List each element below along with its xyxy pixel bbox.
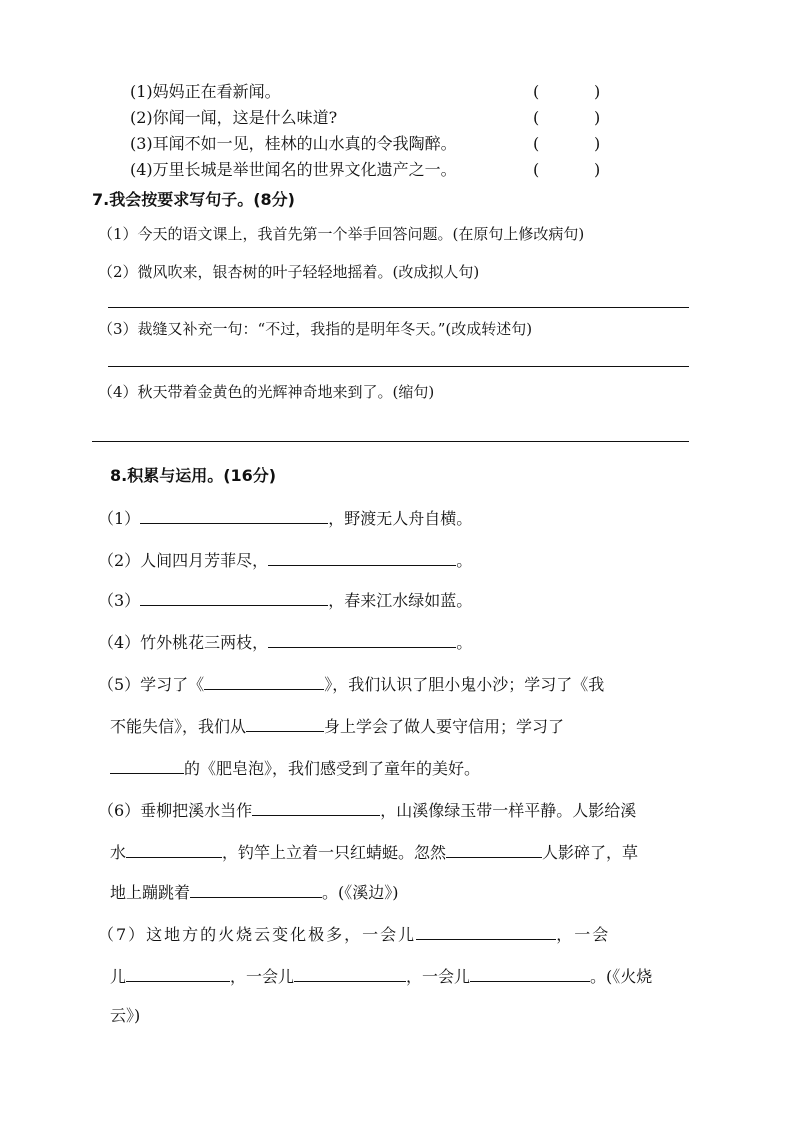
q7-title: 7.我会按要求写句子。(8分) <box>92 190 295 209</box>
q8-item-3-after: ，春来江水绿如蓝。 <box>328 591 473 610</box>
q6-item-1: (1)妈妈正在看新闻。 <box>130 82 281 101</box>
q8-item-7-f: 。(《火烧 <box>590 967 653 986</box>
q8-item-5-b: 》，我们认识了胆小鬼小沙；学习了《我 <box>324 675 605 694</box>
blank-q8-2[interactable] <box>268 550 456 566</box>
answer-line-q7-4[interactable] <box>92 441 689 442</box>
q8-item-6-line-1 <box>98 800 636 821</box>
answer-paren-close-3: ) <box>594 134 601 153</box>
blank-q8-3[interactable] <box>140 590 328 606</box>
q8-item-7-b: ，一会 <box>556 925 611 944</box>
q8-item-5-line-3 <box>110 758 480 779</box>
q8-item-7-line-1 <box>98 924 610 945</box>
blank-q8-5-2[interactable] <box>246 716 324 732</box>
q7-item-3: （3）裁缝又补充一句：“不过，我指的是明年冬天。”(改成转述句) <box>98 320 533 338</box>
answer-paren-close-4: ) <box>594 160 601 179</box>
blank-q8-7-3[interactable] <box>294 966 406 982</box>
q8-item-6-c: 水 <box>110 843 127 862</box>
answer-line-q7-3[interactable] <box>108 366 689 367</box>
answer-paren-close-1: ) <box>594 82 601 101</box>
q8-item-6-line-3 <box>110 882 399 903</box>
q7-item-4: （4）秋天带着金黄色的光辉神奇地来到了。(缩句) <box>98 383 435 401</box>
q6-item-3: (3)耳闻不如一见，桂林的山水真的令我陶醉。 <box>130 134 457 153</box>
blank-q8-6-4[interactable] <box>190 882 322 898</box>
q8-item-4-before: （4）竹外桃花三两枝， <box>98 633 269 652</box>
q8-item-7-d: ，一会儿 <box>230 967 295 986</box>
q8-item-5-e: 的《肥皂泡》，我们感受到了童年的美好。 <box>184 759 481 778</box>
answer-paren-open-3: ( <box>533 134 540 153</box>
q8-item-1-after: ，野渡无人舟自横。 <box>328 509 473 528</box>
blank-q8-6-3[interactable] <box>446 842 542 858</box>
blank-q8-7-4[interactable] <box>470 966 590 982</box>
q8-item-6-g: 。(《溪边》) <box>322 883 399 902</box>
q8-item-7-c: 儿 <box>110 967 127 986</box>
q7-item-2: （2）微风吹来，银杏树的叶子轻轻地摇着。(改成拟人句) <box>98 263 480 281</box>
blank-q8-4[interactable] <box>268 632 456 648</box>
q8-item-6-e: 人影碎了，草 <box>542 843 639 862</box>
answer-paren-open-1: ( <box>533 82 540 101</box>
answer-line-q7-2[interactable] <box>108 307 689 308</box>
blank-q8-5-1[interactable] <box>204 674 324 690</box>
q7-item-1: （1）今天的语文课上，我首先第一个举手回答问题。(在原句上修改病句) <box>98 225 585 243</box>
q8-item-7-e: ，一会儿 <box>406 967 471 986</box>
q8-item-3-num: （3） <box>98 591 141 610</box>
q8-item-2-before: （2）人间四月芳菲尽， <box>98 551 269 570</box>
q8-item-2-after: 。 <box>456 551 473 570</box>
q8-item-4 <box>98 632 472 653</box>
q8-title: 8.积累与运用。(16分) <box>110 466 277 485</box>
q8-item-6-d: ，钓竿上立着一只红蜻蜓。忽然 <box>222 843 447 862</box>
q8-item-5-c: 不能失信》，我们从 <box>110 717 247 736</box>
q6-item-2: (2)你闻一闻，这是什么味道? <box>130 108 338 127</box>
q8-item-6-b: ，山溪像绿玉带一样平静。人影给溪 <box>380 801 637 820</box>
q8-item-7-line-2 <box>110 966 652 987</box>
q8-item-1-num: （1） <box>98 509 141 528</box>
answer-paren-open-2: ( <box>533 108 540 127</box>
answer-paren-close-2: ) <box>594 108 601 127</box>
q8-item-6-f: 地上蹦跳着 <box>110 883 191 902</box>
q8-item-6-line-2 <box>110 842 638 863</box>
blank-q8-5-3[interactable] <box>110 758 184 774</box>
q8-item-1 <box>98 508 472 529</box>
q8-item-5-line-1 <box>98 674 604 695</box>
q6-item-4: (4)万里长城是举世闻名的世界文化遗产之一。 <box>130 160 457 179</box>
q8-item-3 <box>98 590 472 611</box>
answer-paren-open-4: ( <box>533 160 540 179</box>
q8-item-4-after: 。 <box>456 633 473 652</box>
q8-item-7-a: （7）这地方的火烧云变化极多，一会儿 <box>98 925 417 944</box>
blank-q8-6-1[interactable] <box>252 800 380 816</box>
q8-item-5-line-2 <box>110 716 564 737</box>
blank-q8-6-2[interactable] <box>126 842 222 858</box>
blank-q8-7-1[interactable] <box>416 924 556 940</box>
blank-q8-7-2[interactable] <box>126 966 230 982</box>
q8-item-5-a: （5）学习了《 <box>98 675 205 694</box>
q8-item-5-d: 身上学会了做人要守信用；学习了 <box>324 717 565 736</box>
blank-q8-1[interactable] <box>140 508 328 524</box>
q8-item-7-line-3: 云》) <box>110 1006 141 1025</box>
q8-item-6-a: （6）垂柳把溪水当作 <box>98 801 253 820</box>
q8-item-2 <box>98 550 472 571</box>
